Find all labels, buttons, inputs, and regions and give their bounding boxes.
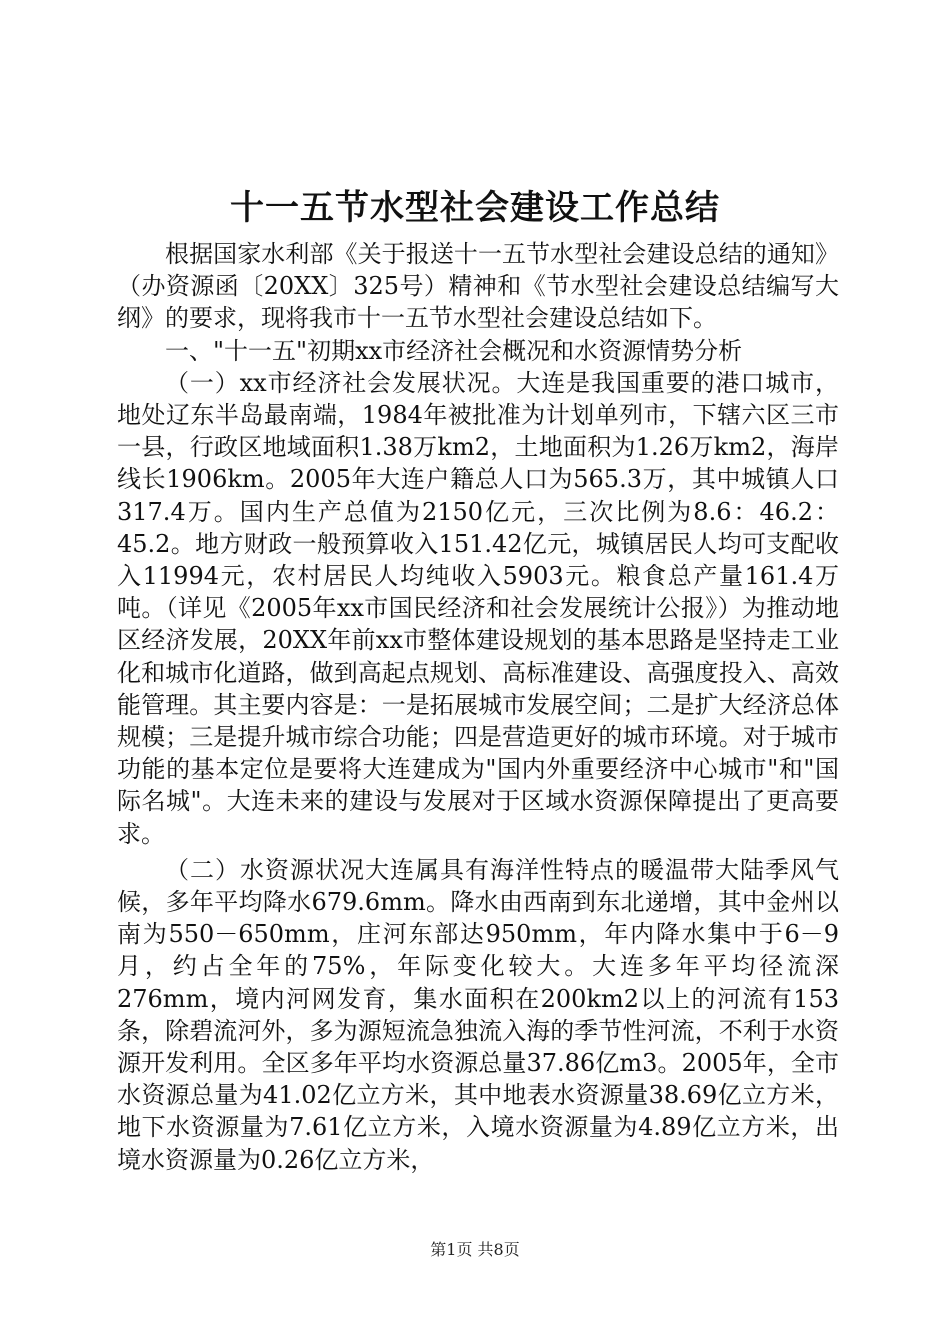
economy-paragraph: （一）xx市经济社会发展状况。大连是我国重要的港口城市，地处辽东半岛最南端，1984年被批准为计划单列市，下辖六区三市一县，行政区地域面积1.38万km2，土地面积为1.26万km2，海岸线长1906km。2005年大连户籍总人口为565.3万，其中城镇人口317.4万。国内生产总值为2150亿元，三次比例为8.6：46.2：45.2。地方财政一般预算收入151.42亿元，城镇居民人均可支配收入11994元，农村居民人均纯收入5903元。粮食总产量161.4万吨。（详见《2005年xx市国民经济和社会发展统计公报》）为推动地区经济发展，20XX年前xx市整体建设规划的基本思路是坚持走工业化和城市化道路，做到高起点规划、高标准建设、高强度投入、高效能管理。其主要内容是：一是拓展城市发展空间；二是扩大经济总体规模；三是提升城市综合功能；四是营造更好的城市环境。对于城市功能的基本定位是要将大连建成为"国内外重要经济中心城市"和"国际名城"。大连未来的建设与发展对于区域水资源保障提出了更高要求。	[117, 368, 839, 848]
water-resources-paragraph: （二）水资源状况大连属具有海洋性特点的暖温带大陆季风气候，多年平均降水679.6mm。降水由西南到东北递增，其中金州以南为550－650mm，庄河东部达950mm，年内降水集中于6－9月，约占全年的75%，年际变化较大。大连多年平均径流深276mm，境内河网发育，集水面积在200km2以上的河流有153条，除碧流河外，多为源短流急独流入海的季节性河流，不利于水资源开发利用。全区多年平均水资源总量37.86亿m3。2005年，全市水资源总量为41.02亿立方米，其中地表水资源量38.69亿立方米，地下水资源量为7.61亿立方米，入境水资源量为4.89亿立方米，出境水资源量为0.26亿立方米，	[117, 855, 839, 1174]
page-number-footer: 第1页 共8页	[430, 1240, 520, 1259]
intro-paragraph: 根据国家水利部《关于报送十一五节水型社会建设总结的通知》（办资源函〔20XX〕325号）精神和《节水型社会建设总结编写大纲》的要求，现将我市十一五节水型社会建设总结如下。	[117, 240, 839, 333]
section-heading-1: 一、"十一五"初期xx市经济社会概况和水资源情势分析	[165, 336, 743, 365]
document-body	[117, 238, 839, 1176]
document-title: 十一五节水型社会建设工作总结	[230, 188, 720, 228]
